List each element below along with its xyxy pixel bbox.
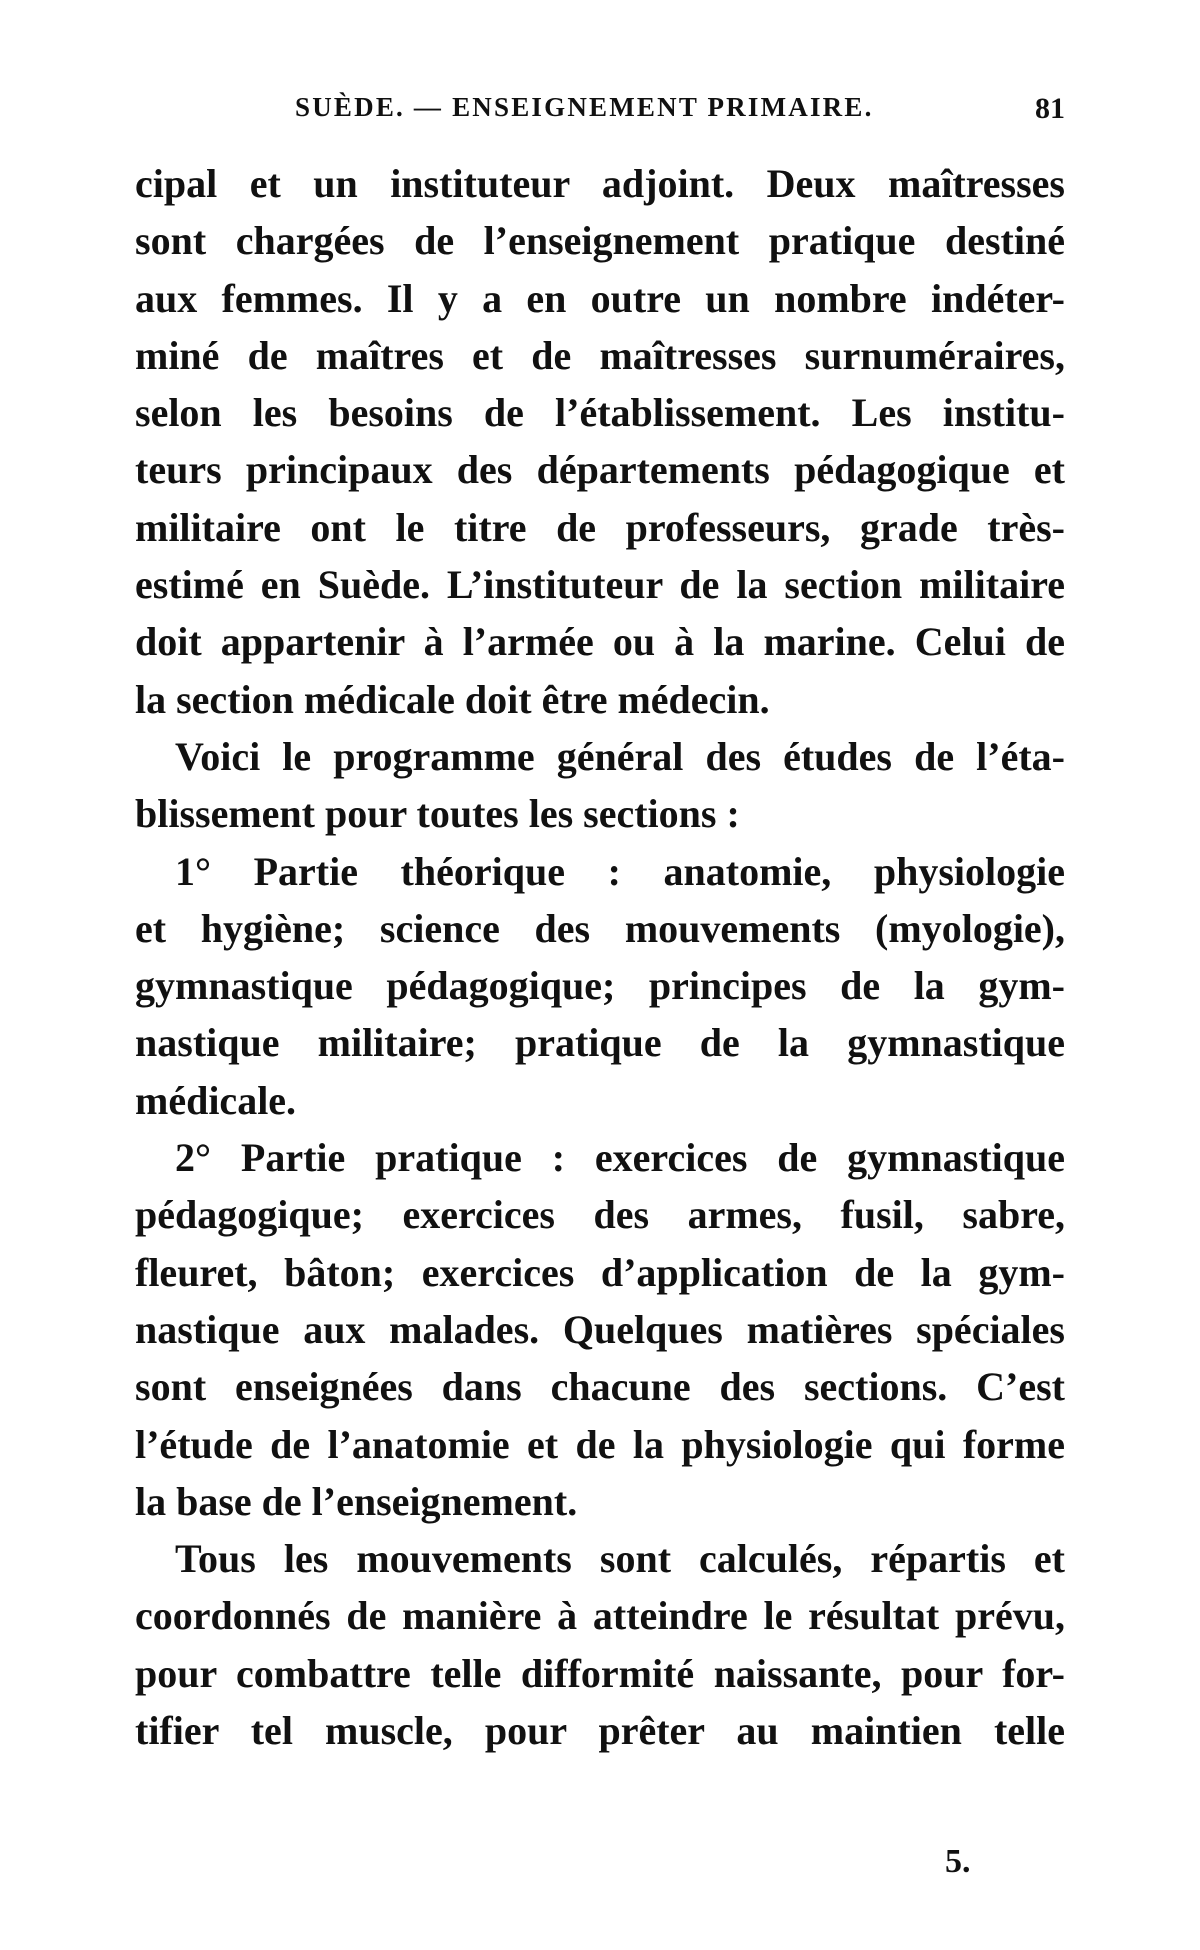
text-line: nastique aux malades. Quelques matières spéciales — [135, 1306, 1065, 1352]
text-line: 1° Partie théorique : anatomie, physiologie — [175, 848, 1065, 894]
text-line: doit appartenir à l’armée ou à la marine. Celui de — [135, 619, 1065, 665]
signature-mark: 5. — [945, 1843, 971, 1880]
text-line: militaire ont le titre de professeurs, grade très- — [135, 504, 1065, 550]
text-line: sont enseignées dans chacune des sections. C’est — [135, 1364, 1065, 1410]
text-line: tifier tel muscle, pour prêter au maintien telle — [135, 1708, 1065, 1754]
text-line: 2° Partie pratique : exercices de gymnastique — [175, 1135, 1065, 1181]
text-line: l’étude de l’anatomie et de la physiologie qui forme — [135, 1421, 1065, 1467]
text-line: la base de l’enseignement. — [135, 1478, 578, 1524]
text-line: miné de maîtres et de maîtresses surnuméraires, — [135, 332, 1065, 378]
text-line: Tous les mouvements sont calculés, répartis et — [175, 1536, 1065, 1582]
text-line: et hygiène; science des mouvements (myologie), — [135, 905, 1065, 951]
running-head — [135, 92, 1065, 132]
text-line: Voici le programme général des études de l’éta- — [175, 733, 1065, 779]
body-text — [135, 155, 1065, 1759]
text-line: fleuret, bâton; exercices d’application de la gym- — [135, 1249, 1065, 1295]
text-line: selon les besoins de l’établissement. Les institu- — [135, 390, 1065, 436]
text-line: pédagogique; exercices des armes, fusil, sabre, — [135, 1192, 1065, 1238]
text-line: coordonnés de manière à atteindre le résultat prévu, — [135, 1593, 1065, 1639]
text-line: cipal et un instituteur adjoint. Deux maîtresses — [135, 161, 1065, 206]
text-line: nastique militaire; pratique de la gymnastique — [135, 1020, 1065, 1066]
text-line: médicale. — [135, 1077, 297, 1123]
text-line: aux femmes. Il y a en outre un nombre indéter- — [135, 275, 1065, 321]
text-line: blissement pour toutes les sections : — [135, 791, 740, 837]
text-line: la section médicale doit être médecin. — [135, 676, 770, 722]
text-line: estimé en Suède. L’instituteur de la section militaire — [135, 562, 1065, 608]
page-number: 81 — [1035, 92, 1065, 125]
text-line: sont chargées de l’enseignement pratique destiné — [135, 218, 1065, 264]
text-line: teurs principaux des départements pédagogique et — [135, 447, 1065, 493]
running-title: SUÈDE. — ENSEIGNEMENT PRIMAIRE. — [295, 92, 874, 122]
text-line: pour combattre telle difformité naissante, pour for- — [135, 1650, 1065, 1696]
text-line: gymnastique pédagogique; principes de la gym- — [135, 963, 1065, 1009]
